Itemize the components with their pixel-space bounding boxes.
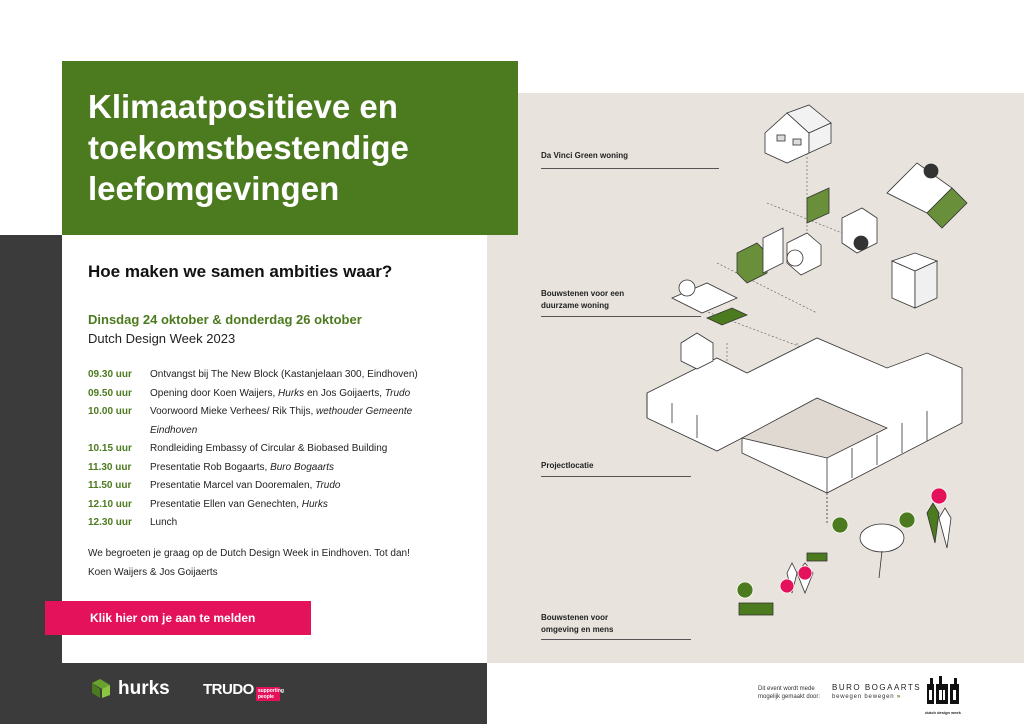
schedule-time: 12.10 uur — [88, 498, 132, 510]
schedule — [88, 366, 478, 533]
ddw-caption: dutch design week — [925, 710, 961, 715]
schedule-row — [88, 403, 478, 440]
program-panel — [62, 235, 487, 663]
label-line-text: duurzame woning — [541, 301, 609, 310]
signature-line: Koen Waijers & Jos Goijaerts — [88, 566, 218, 578]
hurks-logo — [90, 678, 170, 700]
event-dates: Dinsdag 24 oktober & donderdag 26 oktober — [88, 312, 362, 327]
trudo-logo — [203, 681, 284, 701]
schedule-row — [88, 385, 478, 404]
project-site — [647, 333, 962, 523]
dark-panel-left — [0, 235, 62, 724]
schedule-time: 11.30 uur — [88, 461, 132, 473]
schedule-time: 09.50 uur — [88, 387, 132, 399]
closing-text — [88, 545, 410, 582]
dutch-design-week-logo — [925, 676, 961, 715]
schedule-time: 09.30 uur — [88, 369, 132, 380]
ddw-mark-icon — [926, 676, 960, 704]
page-title: Klimaatpositieve en toekomstbestendige leefomgevingen — [88, 88, 409, 207]
label-line — [541, 476, 691, 477]
event-name: Dutch Design Week 2023 — [88, 331, 236, 346]
sponsor-note-line: Dit event wordt mede — [758, 686, 815, 692]
label-line-text: Bouwstenen voor een — [541, 289, 625, 298]
trudo-tagline: supporting people — [257, 688, 284, 700]
closing-line: We begroeten je graag op de Dutch Design Week in Eindhoven. Tot dan! — [88, 548, 410, 559]
label-line — [541, 639, 691, 640]
schedule-desc: Presentatie Rob Bogaarts, Buro Bogaarts — [150, 461, 335, 473]
buro-tagline: bewegen bewegen » — [832, 694, 901, 700]
hurks-mark-icon — [90, 679, 112, 699]
isometric-illustration — [487, 93, 1024, 663]
buro-bogaarts-logo — [832, 683, 921, 700]
label-da-vinci: Da Vinci Green woning — [541, 151, 628, 160]
schedule-desc: Opening door Koen Waijers, Hurks en Jos Goijaerts, Trudo — [150, 387, 411, 399]
hurks-wordmark: hurks — [118, 678, 170, 699]
sponsor-note — [758, 685, 820, 701]
schedule-desc: Lunch — [150, 517, 178, 528]
stacked-cube — [892, 253, 937, 308]
title-banner — [62, 61, 518, 235]
sponsor-note-line: mogelijk gemaakt door: — [758, 694, 821, 700]
schedule-time: 12.30 uur — [88, 517, 132, 528]
label-line-text: omgeving en mens — [541, 625, 614, 634]
label-line-text: Bouwstenen voor — [541, 613, 609, 622]
trudo-wordmark: TRUDO — [203, 681, 254, 698]
status-icons — [737, 488, 947, 598]
schedule-desc: Presentatie Ellen van Genechten, Hurks — [150, 498, 328, 510]
schedule-time: 11.50 uur — [88, 480, 132, 491]
label-project-site: Projectlocatie — [541, 461, 594, 470]
label-building-blocks-house — [541, 288, 624, 312]
schedule-time: 10.00 uur — [88, 406, 132, 417]
schedule-desc: Voorwoord Mieke Verhees/ Rik Thijs, wethouder Gemeente Eindhoven — [150, 406, 413, 436]
schedule-row — [88, 366, 478, 385]
label-line — [541, 168, 719, 169]
schedule-row — [88, 514, 478, 533]
schedule-row — [88, 477, 478, 496]
schedule-desc: Ontvangst bij The New Block (Kastanjelaan 300, Eindhoven) — [150, 369, 418, 380]
register-button[interactable]: Klik hier om je aan te melden — [45, 601, 311, 635]
subtitle: Hoe maken we samen ambities waar? — [88, 262, 393, 281]
buro-name: BURO BOGAARTS — [832, 683, 922, 692]
schedule-desc: Presentatie Marcel van Dooremalen, Trudo — [150, 480, 341, 491]
label-environment — [541, 612, 613, 636]
schedule-row — [88, 496, 478, 515]
schedule-row — [88, 440, 478, 459]
schedule-row — [88, 459, 478, 478]
label-line — [541, 316, 701, 317]
schedule-desc: Rondleiding Embassy of Circular & Biobased Building — [150, 443, 388, 454]
schedule-time: 10.15 uur — [88, 443, 132, 454]
davinci-house-icon — [765, 105, 831, 163]
